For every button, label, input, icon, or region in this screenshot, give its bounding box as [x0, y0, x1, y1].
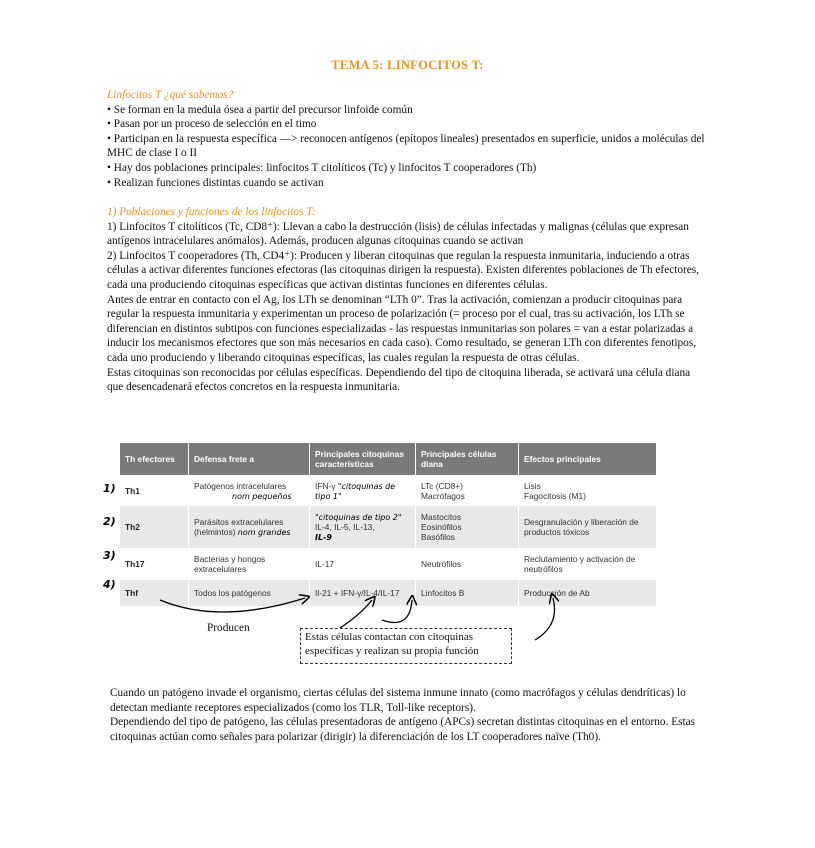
row-number: 4) [103, 578, 116, 591]
cell-citoquinas: IL-17 [310, 548, 416, 580]
handwritten-note: nom grandes [237, 528, 291, 537]
cell-th: Thf [120, 580, 189, 606]
intro-heading: Linfocitos T ¿qué sabemos? [107, 89, 234, 101]
table-header: Efectos principales [519, 443, 657, 475]
section1-paragraph: Estas citoquinas son reconocidas por células específicas. Dependiendo del tipo de citoquina liberada, se activará una célula diana que desencadenará efectos concretos en la respuesta inmunitaria. [107, 366, 691, 394]
intro-bullet: • Se forman en la medula ósea a partir del precursor linfoide común [107, 103, 707, 118]
cell-defensa-text: Patógenos intracelulares [194, 480, 287, 491]
page-title: TEMA 5: LINFOCITOS T: [331, 58, 484, 72]
cell-citoquinas-text: IFN-γ [315, 480, 336, 491]
closing-section [110, 686, 700, 744]
handwritten-note: nom pequeños [232, 491, 292, 501]
cell-dianas: Neutrófilos [416, 548, 519, 580]
row-number: 2) [103, 515, 116, 528]
arrow-box [340, 600, 372, 628]
handwritten-note: "citoquinas de tipo 1" [315, 481, 396, 501]
section1-paragraph: 2) Linfocitos T cooperadores (Th, CD4⁺): Producen y liberan citoquinas que regulan la respuesta inmunitaria, induciendo a otras células a activar diferentes funciones efectoras (las citoquinas dirigen la respuesta). Existen diferentes poblaciones de Th efectores, cada una produciendo citoquinas específicas que activan distintas funciones en diferentes células. [107, 249, 700, 291]
cell-defensa-text: Parásitos extracelulares (helmintos) [194, 517, 284, 537]
cell-dianas: Mastocitos Eosinófilos Basófilos [416, 506, 519, 548]
cell-th: Th1 [120, 475, 189, 506]
row-number: 1) [103, 482, 116, 495]
intro-bullet: • Participan en la respuesta específica —> reconocen antígenos (epítopos lineales) presentados en superficie, unidos a moléculas del MHC de clase I o II [107, 132, 707, 161]
cell-dianas: Linfocitos B [416, 580, 519, 606]
handwritten-note: IL-9 [315, 533, 332, 542]
handwritten-note: "citoquinas de tipo 2" [315, 513, 402, 522]
table-header: Th efectores [120, 443, 189, 475]
table-header: Defensa frete a [189, 443, 310, 475]
annotation-box: Estas células contactan con citoquinas específicas y realizan su propia función [300, 628, 512, 664]
cell-efectos: Desgranulación y liberación de productos tóxicos [519, 506, 657, 548]
intro-bullet: • Realizan funciones distintas cuando se activan [107, 176, 707, 191]
table-header: Principales células diana [416, 443, 519, 475]
arrow-targets [382, 600, 412, 623]
arrow-producen [160, 598, 305, 612]
section1-paragraph: 1) Linfocitos T citolíticos (Tc, CD8⁺): Llevan a cabo la destrucción (lisis) de células infectadas y malignas (células que expresan antígenos intracelulares anómalos). Además, producen algunas citoquinas cuando se activan [107, 220, 689, 248]
closing-paragraph: Dependiendo del tipo de patógeno, las células presentadoras de antígeno (APCs) secretan distintas citoquinas en el entorno. Estas citoquinas actúan como señales para polarizar (dirigir) la diferenciación de los LT cooperadores naïve (Th0). [110, 716, 696, 743]
section1-heading: 1) Poblaciones y funciones de los linfocitos T: [107, 206, 316, 218]
cell-citoquinas-text: IL-4, IL-5, IL-13, [315, 522, 375, 532]
cell-efectos: Producción de Ab [519, 580, 657, 606]
arrow-effects [535, 598, 555, 640]
cell-efectos: Lisis Fagocitosis (M1) [519, 475, 657, 506]
producen-label: Producen [207, 622, 250, 634]
cell-dianas: LTc (CD8+) Macrófagos [416, 475, 519, 506]
table-header: Principales citoquinas características [310, 443, 416, 475]
cell-efectos: Reclutamiento y activación de neutrófilos [519, 548, 657, 580]
intro-bullet: • Hay dos poblaciones principales: linfocitos T citolíticos (Tc) y linfocitos T cooperadores (Th) [107, 161, 707, 176]
cell-th: Th17 [120, 548, 189, 580]
cell-th: Th2 [120, 506, 189, 548]
cell-defensa: Todos los patógenos [189, 580, 310, 606]
cell-citoquinas: Il-21 + IFN-γ/IL-4/IL-17 [310, 580, 416, 606]
section1-paragraph: Antes de entrar en contacto con el Ag, los LTh se denominan “LTh 0”. Tras la activación, comienzan a producir citoquinas para regular la respuesta inmunitaria y experimentan un proceso de polarización (= proceso por el cual, tras su activación, los LTh se diferencian en distintos subtipos con funciones especializadas - las respuestas inmunitarias son polares = van a estar polarizadas a inducir los mecanismos efectores que son más necesarios en cada caso). Como resultado, se generan LTh con diferentes fenotipos, cada uno produciendo y liberando citoquinas específicas, las cuales regulan la respuesta de otras células. [107, 293, 697, 364]
closing-paragraph: Cuando un patógeno invade el organismo, ciertas células del sistema inmune innato (como macrófagos y células dendríticas) lo detectan mediante receptores especializados (como los TLR, Toll-like receptors). [110, 687, 686, 714]
row-number: 3) [103, 549, 116, 562]
intro-bullet: • Pasan por un proceso de selección en el timo [107, 117, 707, 132]
cell-defensa: Bacterias y hongos extracelulares [189, 548, 310, 580]
